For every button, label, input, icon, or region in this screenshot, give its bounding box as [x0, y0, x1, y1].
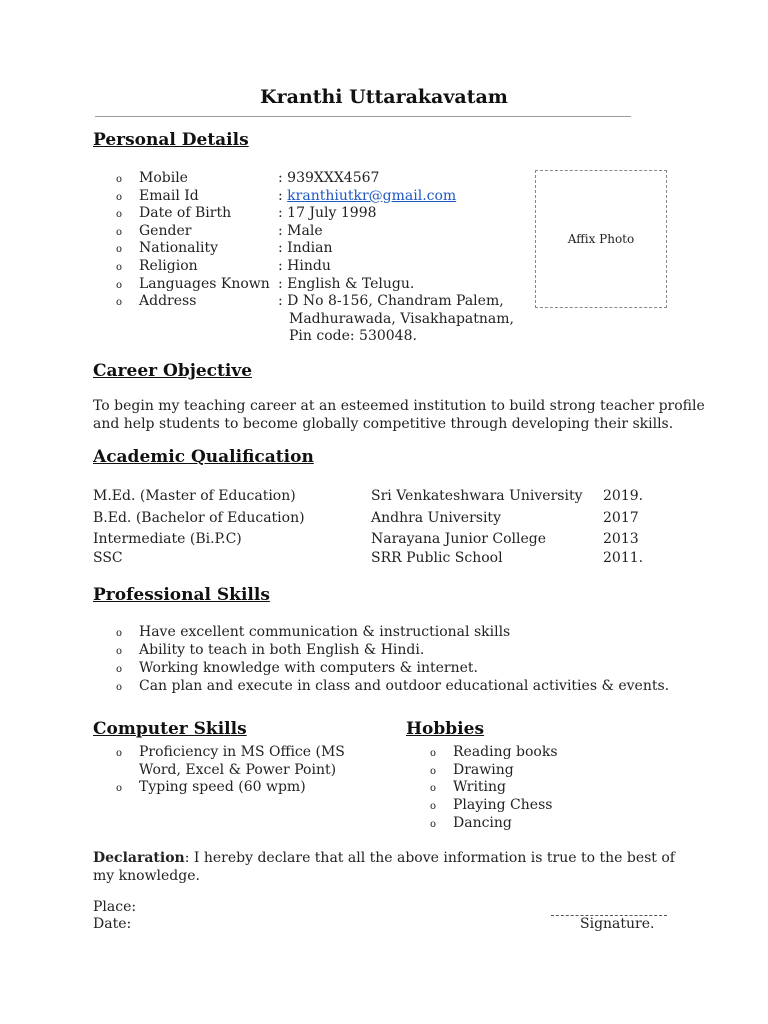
professional-skill-item: Can plan and execute in class and outdoor educational activities & events.: [139, 678, 670, 694]
hobby-item: Dancing: [453, 815, 512, 831]
computer-skill-item: Proficiency in MS Office (MS: [139, 744, 345, 760]
declaration-label: Declaration: [93, 850, 185, 866]
hobby-item: Writing: [453, 779, 507, 795]
qualification-institution: Andhra University: [371, 510, 501, 526]
qualification-year: 2017: [603, 510, 639, 526]
qualification-institution: Narayana Junior College: [371, 531, 547, 547]
list-bullet: o: [116, 646, 123, 657]
list-bullet: o: [430, 801, 437, 812]
signature-label: Signature.: [580, 916, 655, 932]
academic-heading: Academic Qualification: [93, 447, 314, 467]
professional-skill-item: Ability to teach in both English & Hindi.: [139, 642, 425, 658]
email-value: [278, 188, 456, 206]
list-bullet: o: [116, 191, 123, 203]
email-link[interactable]: kranthiutkr@gmail.com: [287, 187, 457, 204]
list-bullet: o: [116, 244, 123, 256]
religion-label: Religion: [139, 258, 198, 274]
professional-skills-heading: Professional Skills: [93, 585, 270, 605]
list-bullet: o: [116, 682, 123, 693]
computer-skill-item-cont: Word, Excel & Power Point): [139, 762, 337, 778]
religion-value: : Hindu: [278, 258, 331, 274]
candidate-name: Kranthi Uttarakavatam: [260, 86, 508, 108]
address-line-3: Pin code: 530048.: [289, 328, 417, 345]
list-bullet: o: [116, 297, 123, 309]
list-bullet: o: [430, 819, 437, 830]
hobby-item: Reading books: [453, 744, 558, 760]
email-separator: :: [278, 187, 288, 204]
languages-value: : English & Telugu.: [278, 275, 415, 292]
qualification-degree: SSC: [93, 550, 123, 566]
professional-skill-item: Have excellent communication & instructional skills: [139, 624, 511, 640]
computer-skill-item: Typing speed (60 wpm): [139, 779, 306, 795]
qualification-degree: M.Ed. (Master of Education): [93, 488, 296, 504]
list-bullet: o: [430, 766, 437, 777]
qualification-degree: B.Ed. (Bachelor of Education): [93, 510, 305, 526]
date-label: Date:: [93, 916, 132, 932]
gender-value: : Male: [278, 222, 323, 239]
place-label: Place:: [93, 899, 137, 915]
declaration-text-line-2: my knowledge.: [93, 867, 200, 884]
mobile-value: : 939XXX4567: [278, 170, 380, 186]
qualification-degree: Intermediate (Bi.P.C): [93, 531, 242, 547]
declaration-text: [93, 850, 675, 868]
list-bullet: o: [116, 262, 123, 273]
list-bullet: o: [116, 226, 123, 238]
languages-label: Languages Known: [139, 275, 270, 292]
dob-value: : 17 July 1998: [278, 205, 377, 222]
dob-label: Date of Birth: [139, 205, 232, 222]
personal-details-heading: Personal Details: [93, 130, 249, 150]
qualification-year: 2013: [603, 531, 639, 547]
computer-skills-heading: Computer Skills: [93, 719, 247, 739]
address-line-2: Madhurawada, Visakhapatnam,: [289, 310, 514, 327]
list-bullet: o: [116, 748, 123, 759]
list-bullet: o: [116, 628, 123, 639]
list-bullet: o: [116, 664, 123, 675]
photo-label: Affix Photo: [567, 232, 635, 246]
list-bullet: o: [116, 174, 123, 185]
list-bullet: o: [116, 279, 123, 291]
qualification-institution: SRR Public School: [371, 550, 503, 566]
declaration-text-line: : I hereby declare that all the above information is true to the best of: [184, 850, 675, 866]
list-bullet: o: [430, 783, 437, 794]
qualification-year: 2019.: [603, 488, 644, 504]
address-label: Address: [139, 293, 197, 310]
nationality-label: Nationality: [139, 240, 218, 257]
address-value: : D No 8-156, Chandram Palem,: [278, 293, 504, 310]
career-objective-heading: Career Objective: [93, 361, 253, 381]
personal-details-list: [0, 170, 530, 350]
list-bullet: o: [116, 783, 123, 794]
professional-skill-item: Working knowledge with computers & internet.: [139, 660, 478, 676]
email-label: Email Id: [139, 187, 199, 204]
career-objective-line: and help students to become globally competitive through developing their skills.: [93, 415, 674, 432]
hobbies-heading: Hobbies: [406, 719, 485, 739]
list-bullet: o: [430, 748, 437, 759]
hobby-item: Drawing: [453, 762, 514, 778]
nationality-value: : Indian: [278, 240, 333, 257]
qualification-year: 2011.: [603, 550, 644, 566]
photo-placeholder: [535, 170, 667, 308]
list-bullet: o: [116, 209, 123, 221]
mobile-label: Mobile: [139, 170, 188, 186]
title-divider: [95, 116, 631, 117]
qualification-institution: Sri Venkateshwara University: [371, 488, 583, 504]
career-objective-line: To begin my teaching career at an esteemed institution to build strong teacher profile: [93, 398, 705, 414]
gender-label: Gender: [139, 222, 192, 239]
hobby-item: Playing Chess: [453, 797, 553, 813]
